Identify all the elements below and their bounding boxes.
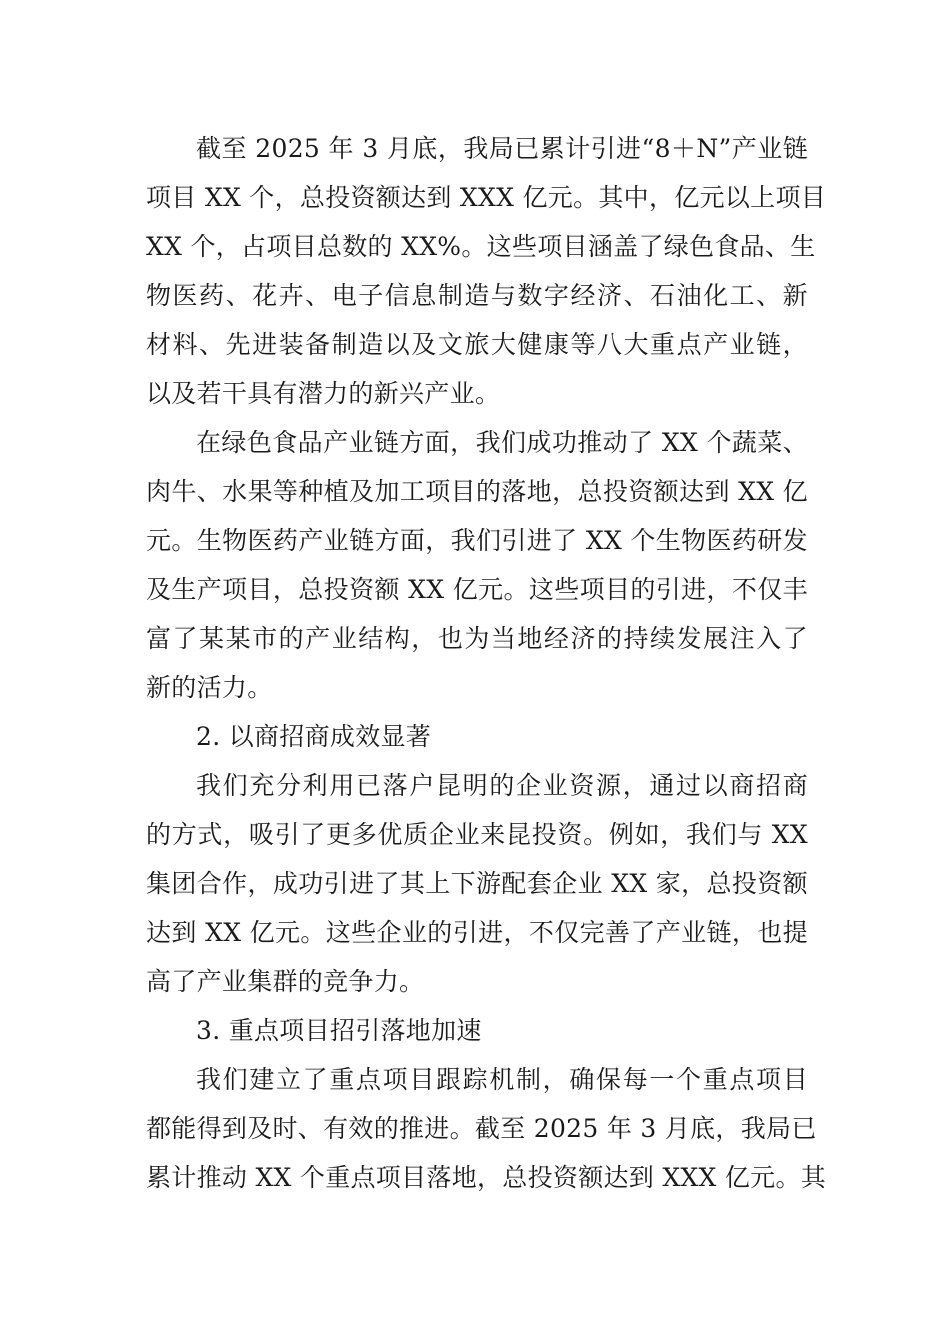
text-line: 材料、先进装备制造以及文旅大健康等八大重点产业链， — [146, 330, 808, 359]
paragraph — [146, 124, 827, 418]
text-line: 富了某某市的产业结构，也为当地经济的持续发展注入了 — [146, 624, 808, 653]
text-line: 截至 2025 年 3 月底，我局已累计引进“8＋N”产业链 — [196, 134, 808, 163]
text-line: 集团合作，成功引进了其上下游配套企业 XX 家，总投资额 — [146, 869, 808, 898]
text-line: 肉牛、水果等种植及加工项目的落地，总投资额达到 XX 亿 — [146, 477, 808, 506]
document-page — [146, 124, 827, 1202]
text-line: 元。生物医药产业链方面，我们引进了 XX 个生物医药研发 — [146, 526, 808, 555]
text-line: 在绿色食品产业链方面，我们成功推动了 XX 个蔬菜、 — [196, 428, 808, 457]
text-line: 我们充分利用已落户昆明的企业资源，通过以商招商 — [196, 771, 808, 800]
text-line: 物医药、花卉、电子信息制造与数字经济、石油化工、新 — [146, 281, 808, 310]
text-line: 以及若干具有潜力的新兴产业。 — [146, 379, 501, 408]
paragraph — [146, 761, 808, 1006]
text-line: 累计推动 XX 个重点项目落地，总投资额达到 XXX 亿元。其 — [146, 1163, 827, 1192]
text-line: XX 个，占项目总数的 XX%。这些项目涵盖了绿色食品、生 — [146, 232, 816, 261]
text-line: 都能得到及时、有效的推进。截至 2025 年 3 月底，我局已 — [146, 1114, 817, 1143]
heading-text: 2. 以商招商成效显著 — [196, 722, 432, 751]
text-line: 达到 XX 亿元。这些企业的引进，不仅完善了产业链，也提 — [146, 918, 808, 947]
paragraph — [146, 1055, 827, 1202]
section-heading — [146, 712, 808, 761]
section-heading — [146, 1006, 808, 1055]
text-line: 及生产项目，总投资额 XX 亿元。这些项目的引进，不仅丰 — [146, 575, 808, 604]
text-line: 新的活力。 — [146, 673, 273, 702]
text-line: 的方式，吸引了更多优质企业来昆投资。例如，我们与 XX — [146, 820, 808, 849]
text-line: 高了产业集群的竞争力。 — [146, 967, 425, 996]
text-line: 我们建立了重点项目跟踪机制，确保每一个重点项目 — [196, 1065, 808, 1094]
text-line: 项目 XX 个，总投资额达到 XXX 亿元。其中，亿元以上项目 — [146, 183, 827, 212]
paragraph — [146, 418, 808, 712]
heading-text: 3. 重点项目招引落地加速 — [196, 1016, 482, 1045]
